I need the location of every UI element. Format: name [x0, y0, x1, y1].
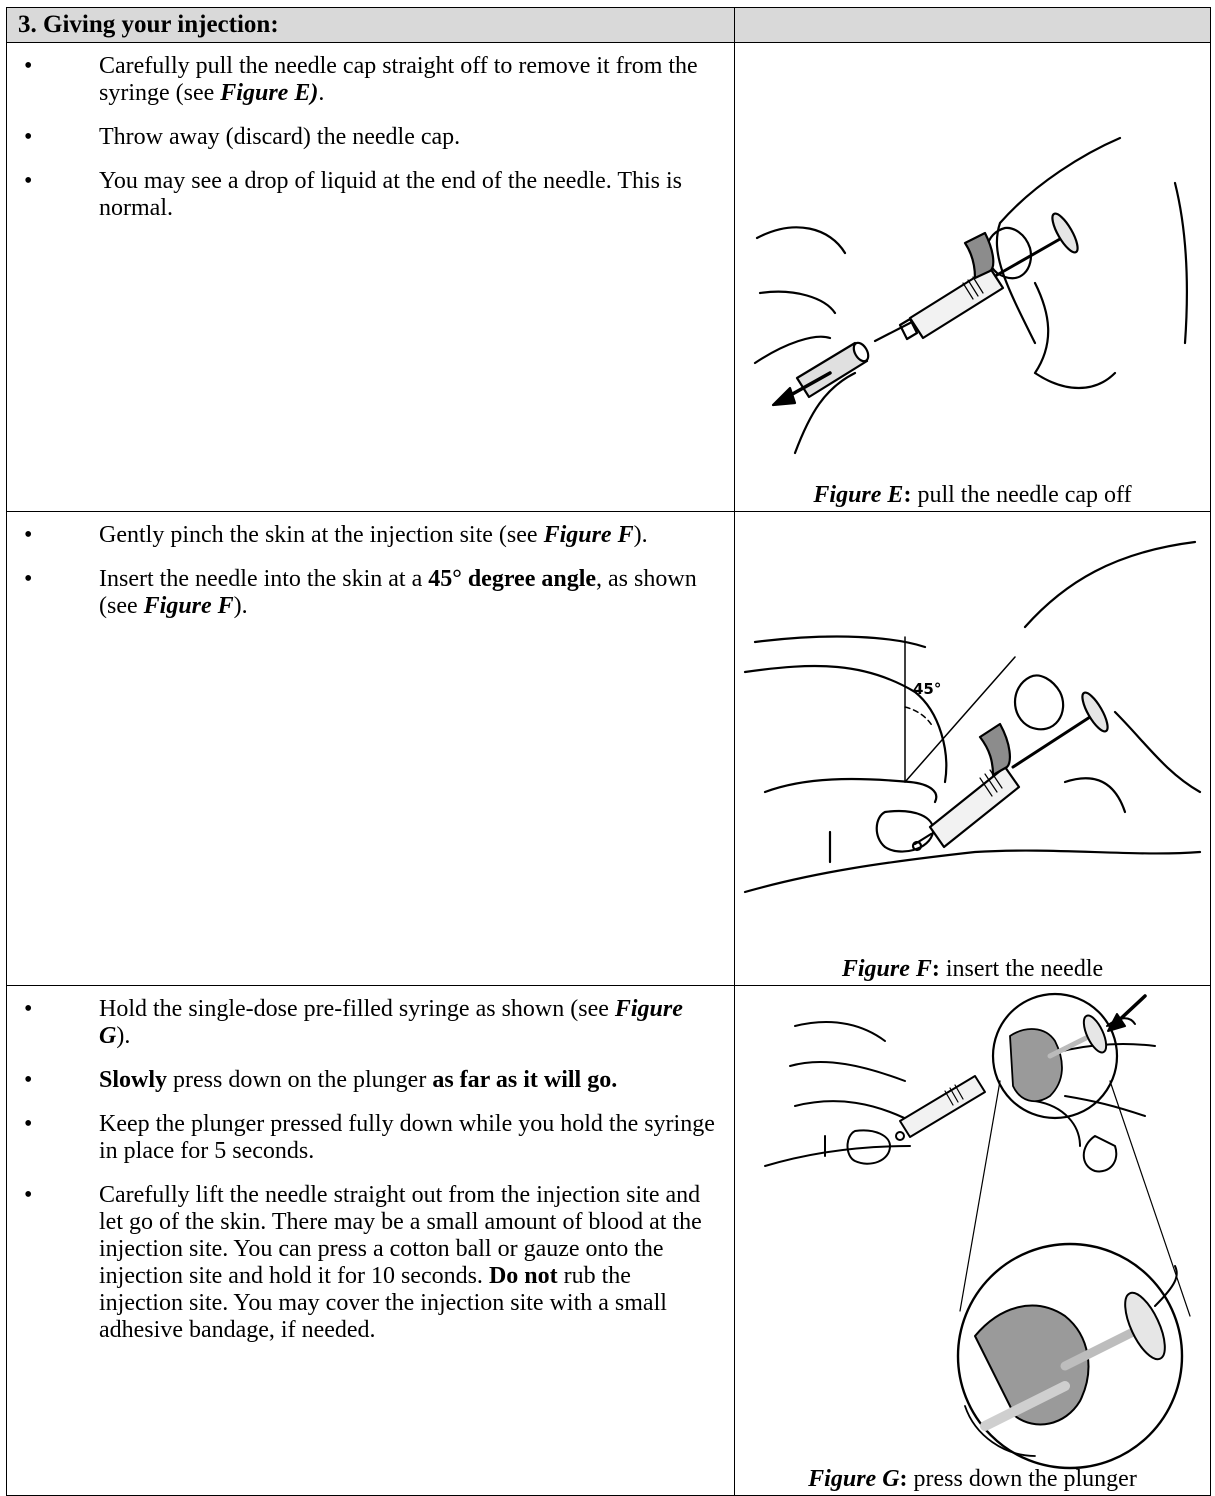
bullet-list [7, 512, 734, 620]
step-text-cell [7, 43, 735, 512]
list-item [7, 522, 716, 549]
item-text: Carefully pull the needle cap straight off to remove it from the syringe (see [99, 53, 698, 106]
item-text: Gently pinch the skin at the injection site (see [99, 522, 544, 548]
figure-label: Figure G [808, 1466, 900, 1492]
item-text: Insert the needle into the skin at a [99, 566, 429, 592]
emphasis-text: Do not [488, 1263, 558, 1289]
list-item [7, 53, 716, 107]
figure-reference: Figure F [543, 522, 634, 548]
figure-reference: Figure F [143, 593, 234, 619]
item-text: , as shown (see [99, 566, 697, 619]
item-text: press down on the plunger [167, 1067, 433, 1093]
step-row-figure-f [7, 512, 1211, 986]
list-item [7, 1111, 716, 1165]
figure-label: Figure E [813, 482, 904, 508]
item-text: Throw away (discard) the needle cap. [99, 124, 461, 150]
figure-reference: Figure G [99, 996, 683, 1049]
instructions-table [6, 7, 1211, 1496]
bullet-list [7, 986, 734, 1344]
section-header-empty-cell [735, 8, 1211, 43]
section-header-row [7, 8, 1211, 43]
section-title: 3. Giving your injection: [18, 11, 279, 38]
figure-cell [735, 43, 1211, 512]
figure-cell [735, 512, 1211, 986]
section-header-cell [7, 8, 735, 43]
caption-text: press down the plunger [907, 1466, 1137, 1492]
emphasis-text: as far as it will go. [432, 1067, 618, 1093]
figure-reference: Figure E) [220, 80, 319, 106]
list-item [7, 566, 716, 620]
figure-caption: Figure G: press down the plunger [808, 1466, 1137, 1492]
emphasis-text: 45° degree angle [428, 566, 597, 592]
bullet-list [7, 43, 734, 222]
list-item [7, 1067, 716, 1094]
list-item [7, 168, 716, 222]
emphasis-text: Slowly [99, 1067, 168, 1093]
item-text: . [318, 80, 325, 106]
list-item [7, 1182, 716, 1344]
step-text-cell [7, 512, 735, 986]
step-text-cell [7, 986, 735, 1496]
caption-text: pull the needle cap off [911, 482, 1132, 508]
list-item [7, 124, 716, 151]
figure-label: Figure F [841, 956, 932, 982]
figure-cell [735, 986, 1211, 1496]
item-text: ). [233, 593, 248, 619]
caption-text: insert the needle [939, 956, 1104, 982]
item-text: Keep the plunger pressed fully down while you hold the syringe in place for 5 seconds. [99, 1111, 715, 1164]
step-row-figure-g [7, 986, 1211, 1496]
figure-caption: Figure E: pull the needle cap off [813, 482, 1132, 508]
figure-f-illustration [735, 512, 1210, 986]
step-row-figure-e [7, 43, 1211, 512]
item-text: Carefully lift the needle straight out from the injection site and let go of the skin. There may be a small amount of blood at the injection site. You can press a cotton ball or gauze onto the injection site and hold it for 10 seconds. [99, 1182, 702, 1289]
item-text: rub the injection site. You may cover the injection site with a small adhesive bandage, if needed. [99, 1263, 667, 1343]
angle-label: 45° [913, 680, 942, 698]
figure-g-illustration [735, 986, 1210, 1496]
item-text: You may see a drop of liquid at the end of the needle. This is normal. [99, 168, 683, 221]
item-text: ). [116, 1023, 131, 1049]
item-text: Hold the single-dose pre-filled syringe as shown (see [99, 996, 615, 1022]
list-item [7, 996, 716, 1050]
item-text: ). [633, 522, 648, 548]
figure-e-illustration [735, 43, 1210, 512]
figure-caption: Figure F: insert the needle [841, 956, 1104, 982]
